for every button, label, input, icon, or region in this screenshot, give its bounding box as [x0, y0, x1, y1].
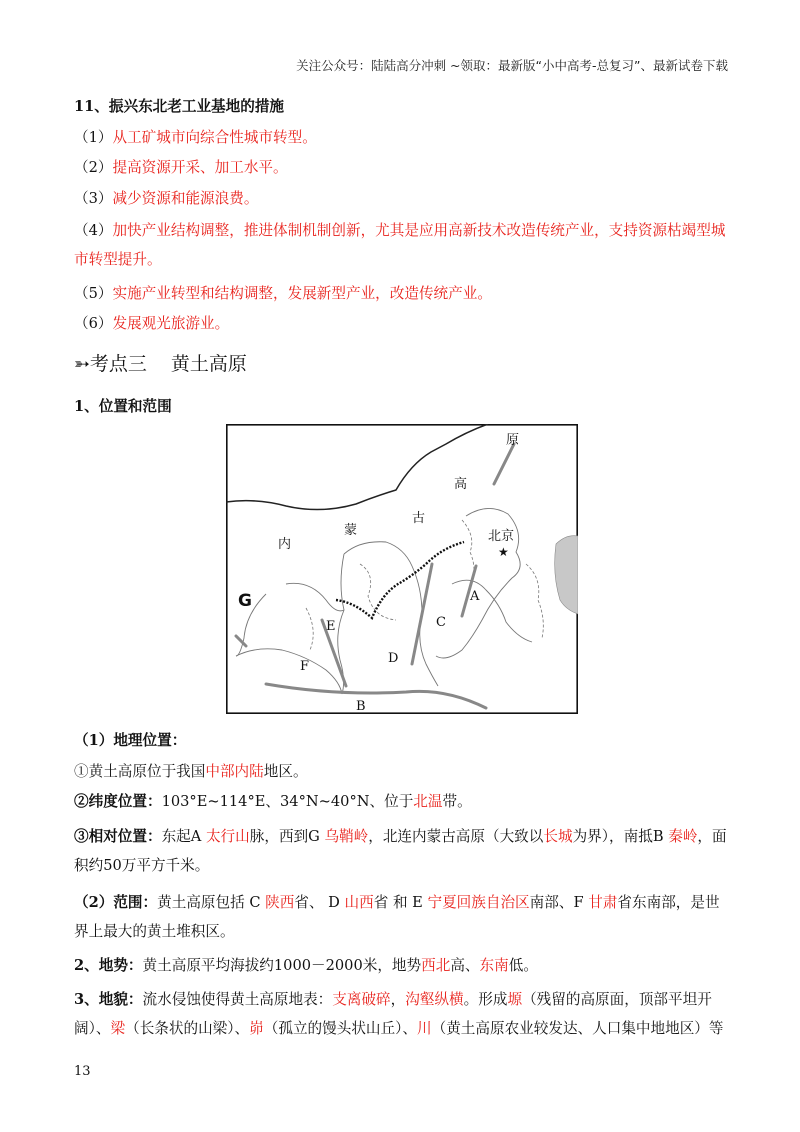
list-item — [74, 313, 734, 335]
text: ①黄土高原位于我国 — [74, 762, 206, 780]
highlight: 长城 — [543, 827, 573, 845]
highlight: 梁 — [110, 1020, 126, 1037]
item-text: 减少资源和能源浪费。 — [112, 189, 259, 207]
section-heading — [74, 349, 734, 376]
label: （2）范围： — [74, 894, 158, 911]
label-gao: 高 — [454, 477, 468, 492]
item-number: （5） — [74, 284, 113, 302]
highlight: 峁 — [249, 1020, 264, 1037]
text: 黄土高原包括 C — [157, 894, 266, 911]
highlight: 山西 — [344, 894, 374, 911]
text: 。形成 — [463, 991, 508, 1008]
highlight: 乌鞘岭 — [324, 827, 369, 845]
document-body — [74, 96, 734, 427]
text: 103°E~114°E、34°N~40°N、位于 — [161, 793, 414, 810]
section-11-title: 11、振兴东北老工业基地的措施 — [74, 98, 285, 115]
page-header: 关注公众号：陆陆高分冲刺 ~领取：最新版“小中高考-总复习”、最新试卷下载 — [296, 58, 728, 73]
text: 省、 D — [294, 894, 345, 911]
text: 高、 — [450, 956, 480, 974]
label: ②纬度位置： — [74, 793, 162, 810]
geography-text — [74, 730, 734, 1052]
loess-plateau-map — [226, 424, 578, 714]
beijing-star-icon: ★ — [498, 545, 509, 559]
highlight: 西北 — [421, 956, 451, 974]
terrain-paragraph — [74, 955, 734, 977]
highlight: 中部内陆 — [205, 762, 264, 780]
geo-p1 — [74, 761, 734, 783]
text: 省 和 E — [373, 894, 428, 911]
label-gu: 古 — [412, 511, 426, 526]
text: 省东南部，是世界上最大的黄土堆积区。 — [74, 894, 720, 940]
item-text: 发展观光旅游业。 — [112, 315, 230, 332]
highlight: 北温 — [413, 793, 443, 810]
label-G: G — [238, 591, 252, 611]
text: 黄土高原平均海拔约1000－2000米，地势 — [142, 956, 422, 974]
text: （黄土高原农业较发达、人口集中地地区）等 — [431, 1020, 724, 1037]
geo-p2 — [74, 791, 734, 813]
item-number: （6） — [74, 315, 113, 332]
highlight: 宁夏回族自治区 — [427, 894, 530, 911]
text: 南部、F — [529, 894, 589, 911]
list-item — [74, 188, 734, 210]
text: ， — [390, 991, 406, 1008]
label-A: A — [470, 589, 480, 604]
text: （残留的高原面，顶部平坦开阔）、 — [74, 991, 712, 1037]
highlight: 川 — [416, 1020, 432, 1037]
item-text: 提高资源开采、加工水平。 — [112, 159, 288, 176]
item-number: （3） — [74, 189, 113, 207]
map-frame — [227, 425, 577, 713]
text: ，面积约50万平方千米。 — [74, 827, 727, 874]
text: （长条状的山梁）、 — [125, 1020, 250, 1037]
label: 2、地势： — [74, 956, 143, 974]
list-item — [74, 216, 734, 274]
range-paragraph — [74, 888, 734, 946]
landform-paragraph — [74, 985, 734, 1043]
geo-p3 — [74, 822, 734, 880]
item-number: （4） — [74, 222, 113, 239]
highlight: 秦岭 — [668, 827, 698, 845]
label: 3、地貌： — [74, 991, 143, 1008]
text: 脉，西到G — [249, 827, 325, 845]
text: 为界），南抵B — [572, 827, 669, 845]
text: 带。 — [442, 793, 472, 810]
label-D: D — [388, 651, 399, 666]
highlight: 陕西 — [265, 894, 295, 911]
highlight: 甘肃 — [588, 894, 618, 911]
kaodian-title: 黄土高原 — [170, 353, 247, 375]
geo-title: （1）地理位置： — [74, 732, 187, 749]
text: ，北连内蒙古高原（大致以 — [368, 827, 544, 845]
highlight: 塬 — [507, 991, 523, 1008]
item-text: 从工矿城市向综合性城市转型。 — [112, 128, 317, 146]
text: 流水侵蚀使得黄土高原地表： — [142, 991, 333, 1008]
highlight: 支离破碎 — [332, 991, 391, 1008]
highlight: 东南 — [479, 956, 509, 974]
text: （孤立的馒头状山丘）、 — [263, 1020, 417, 1037]
highlight: 沟壑纵横 — [405, 991, 464, 1008]
label-B: B — [356, 699, 366, 714]
item-number: （2） — [74, 159, 113, 176]
item-text: 实施产业转型和结构调整，发展新型产业，改造传统产业。 — [112, 284, 492, 302]
label-yuan: 原 — [506, 433, 520, 448]
label-beijing: 北京 — [488, 529, 515, 544]
label: ③相对位置： — [74, 827, 162, 845]
list-item — [74, 127, 734, 149]
item-text: 加快产业结构调整，推进体制机制创新，尤其是应用高新技术改造传统产业，支持资源枯竭型城市转型提升。 — [74, 222, 726, 268]
text: 东起A — [161, 827, 206, 845]
item-number: （1） — [74, 128, 113, 146]
label-E: E — [326, 619, 336, 634]
position-title: 1、位置和范围 — [74, 398, 172, 415]
page-number: 13 — [74, 1064, 91, 1079]
list-item — [74, 157, 734, 179]
kaodian-marker: ➳考点三 — [74, 353, 147, 375]
label-C: C — [436, 615, 446, 630]
list-item — [74, 283, 734, 305]
text: 地区。 — [263, 762, 308, 780]
label-meng: 蒙 — [344, 523, 358, 538]
highlight: 太行山 — [205, 827, 250, 845]
label-F: F — [300, 659, 310, 674]
text: 低。 — [508, 956, 538, 974]
label-nei: 内 — [278, 537, 292, 552]
